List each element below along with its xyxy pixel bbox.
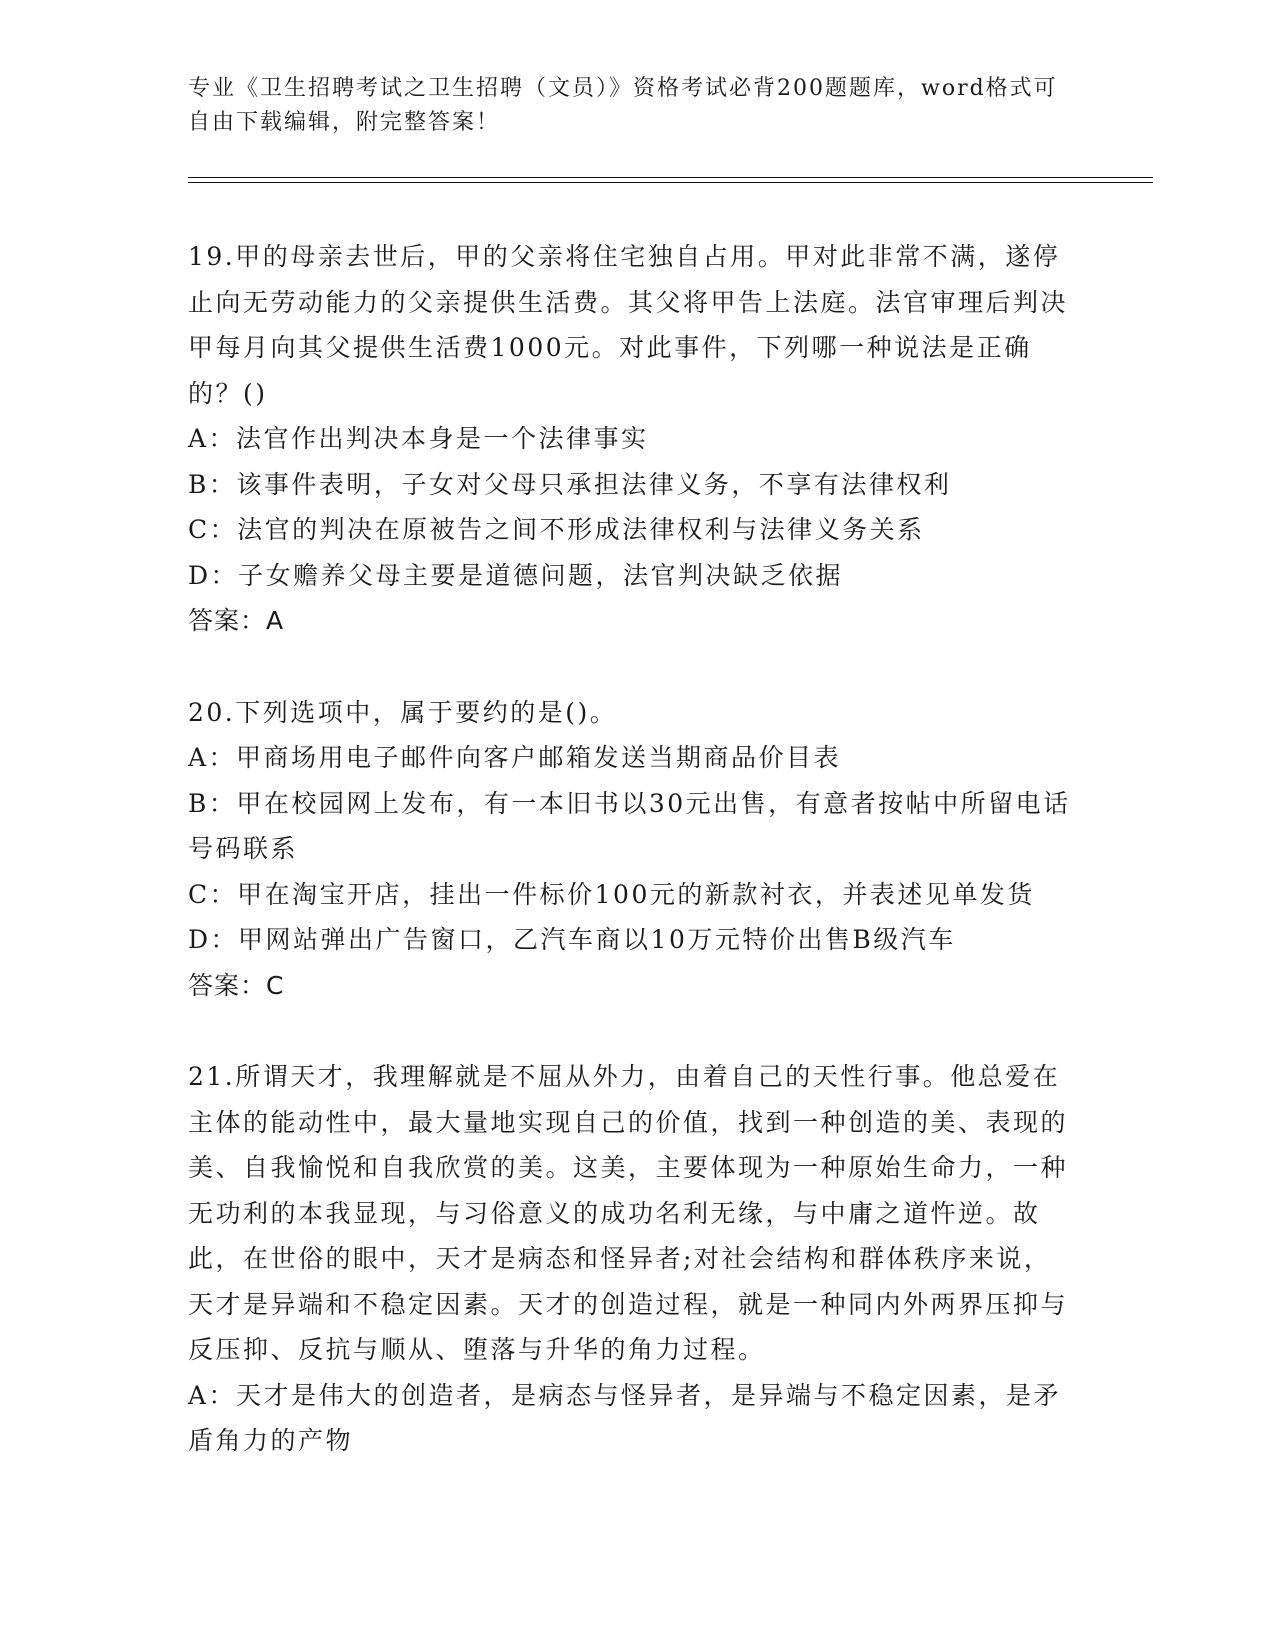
document-header [188,72,1068,140]
question-19 [188,234,1078,644]
answer-line: 答案：C [188,970,285,1000]
option-d: D：子女赡养父母主要是道德问题，法官判决缺乏依据 [188,560,844,590]
option-c: C：甲在淘宝开店，挂出一件标价100元的新款衬衣，并表述见单发货 [188,879,1035,909]
question-20 [188,690,1078,1009]
question-list [188,234,1078,1464]
option-c: C：法官的判决在原被告之间不形成法律权利与法律义务关系 [188,515,925,544]
option-a: A：甲商场用电子邮件向客户邮箱发送当期商品价目表 [188,743,842,772]
option-b: B：该事件表明，子女对父母只承担法律义务，不享有法律权利 [188,469,952,499]
header-text: 专业《卫生招聘考试之卫生招聘（文员）》资格考试必背200题题库，word格式可自由下载编辑，附完整答案！ [188,76,1058,135]
header-rule-bottom [188,182,1153,183]
header-rule-top [188,177,1153,178]
option-d: D：甲网站弹出广告窗口，乙汽车商以10万元特价出售B级汽车 [188,925,956,954]
question-stem: 19.甲的母亲去世后，甲的父亲将住宅独自占用。甲对此非常不满，遂停止向无劳动能力的父亲提供生活费。其父将甲告上法庭。法官审理后判决甲每月向其父提供生活费1000元。对此事件，下列哪一种说法是正确的？() [188,242,1069,408]
answer-line: 答案：A [188,606,285,635]
option-a: A：法官作出判决本身是一个法律事实 [188,424,649,453]
question-stem: 21.所谓天才，我理解就是不屈从外力，由着自己的天性行事。他总爱在主体的能动性中，最大量地实现自己的价值，找到一种创造的美、表现的美、自我愉悦和自我欣赏的美。这美，主要体现为一种原始生命力，一种无功利的本我显现，与习俗意义的成功名利无缘，与中庸之道忤逆。故此，在世俗的眼中，天才是病态和怪异者;对社会结构和群体秩序来说，天才是异端和不稳定因素。天才的创造过程，就是一种同内外两界压抑与反压抑、反抗与顺从、堕落与升华的角力过程。 [188,1062,1069,1364]
question-21 [188,1054,1078,1464]
option-a: A：天才是伟大的创造者，是病态与怪异者，是异端与不稳定因素，是矛盾角力的产物 [188,1380,1062,1455]
question-stem: 20.下列选项中，属于要约的是()。 [188,697,618,727]
option-b: B：甲在校园网上发布，有一本旧书以30元出售，有意者按帖中所留电话号码联系 [188,788,1071,863]
